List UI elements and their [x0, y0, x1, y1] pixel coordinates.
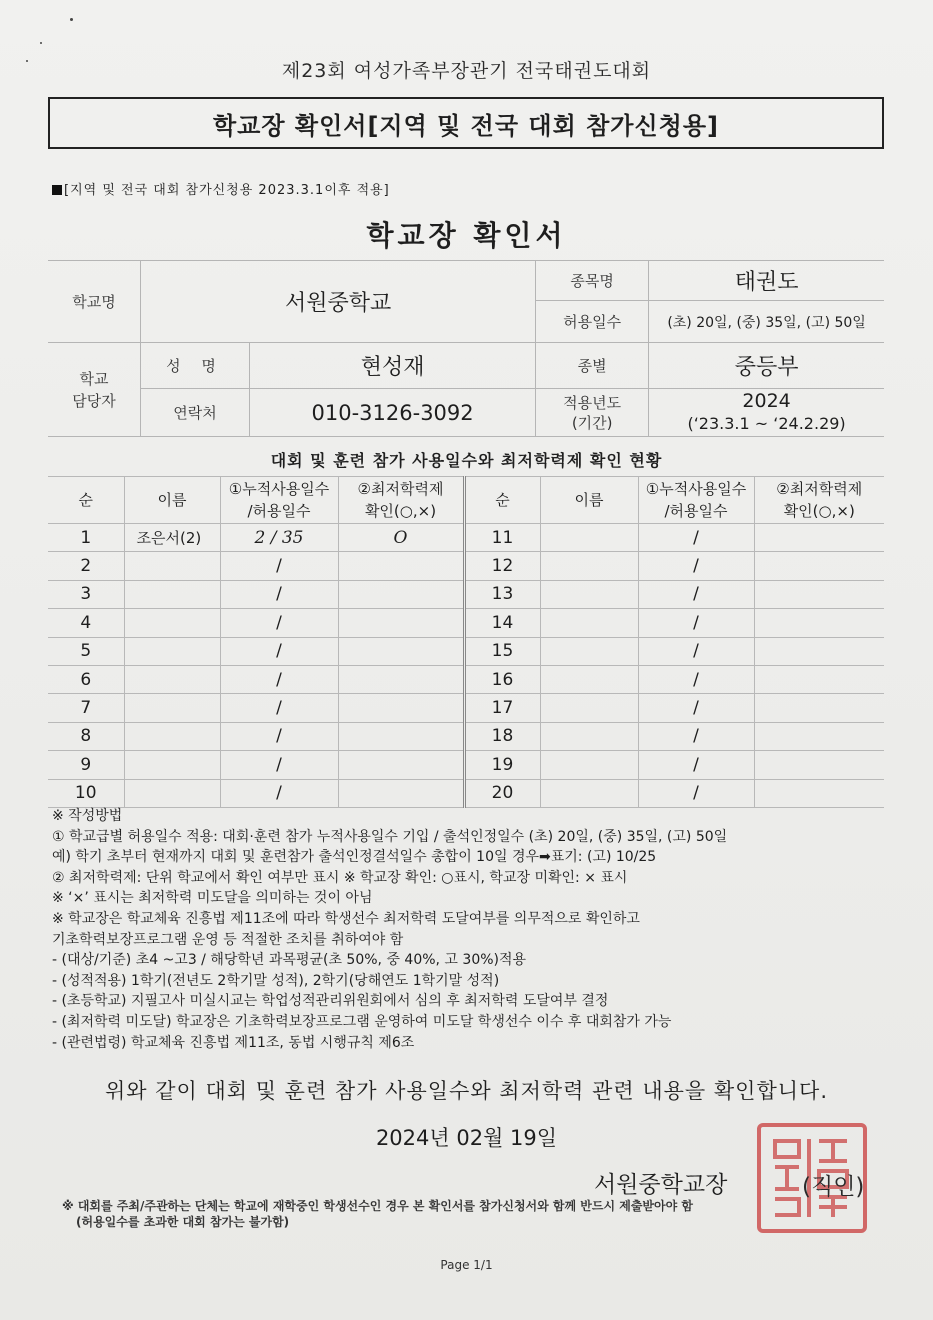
student-name [540, 751, 638, 779]
col-header-no: 순 [464, 477, 540, 524]
col-header-name: 이름 [124, 477, 220, 524]
event-title: 제23회 여성가족부장관기 전국태권도대회 [281, 60, 652, 82]
form-title: 학교장 확인서[지역 및 전국 대회 참가신청용] [212, 111, 720, 140]
school-label: 학교명 [48, 261, 141, 343]
table-row [48, 524, 884, 552]
year-label [536, 389, 649, 437]
min-academic-check [338, 694, 464, 722]
row-number: 6 [48, 665, 124, 693]
instruction-line: ② 최저학력제: 단위 학교에서 확인 여부만 표시 ※ 학교장 확인: ○표시, 학교장 미확인: × 표시 [52, 869, 628, 886]
col-header-days [638, 477, 754, 524]
used-days: / [638, 609, 754, 637]
instruction-line: ※ 학교장은 학교체육 진흥법 제11조에 따라 학생선수 최저학력 도달여부를 의무적으로 확인하고 [52, 910, 640, 927]
row-number: 16 [464, 665, 540, 693]
used-days: / [220, 665, 338, 693]
row-number: 5 [48, 637, 124, 665]
used-days: / [220, 722, 338, 750]
used-days: / [220, 751, 338, 779]
allowed-days-value: (초) 20일, (중) 35일, (고) 50일 [649, 301, 884, 343]
table-row [48, 779, 884, 807]
instruction-line: - (관련법령) 학교체육 진흥법 제11조, 동법 시행규칙 제6조 [52, 1034, 415, 1051]
col-header-days-line1: ①누적사용일수 [228, 480, 330, 498]
table-row [48, 751, 884, 779]
name-label: 성 명 [141, 343, 250, 389]
min-academic-check [754, 637, 884, 665]
student-name [540, 580, 638, 608]
seal-label: (직인) [802, 1174, 865, 1200]
issue-date: 2024년 02월 19일 [375, 1126, 558, 1150]
min-academic-check [754, 779, 884, 807]
min-academic-check [338, 779, 464, 807]
used-days: / [638, 722, 754, 750]
used-days: / [220, 637, 338, 665]
min-academic-check [338, 637, 464, 665]
instruction-line: - (초등학교) 지필고사 미실시교는 학업성적관리위원회에서 심의 후 최저학력 도달여부 결정 [52, 993, 609, 1010]
col-header-min-line2: 확인(○,×) [783, 502, 855, 520]
year-label-line1: 적용년도 [563, 393, 622, 412]
instruction-line: - (성적적용) 1학기(전년도 2학기말 성적), 2학기(당해연도 1학기말 성적) [52, 972, 500, 989]
min-academic-check [754, 609, 884, 637]
row-number: 3 [48, 580, 124, 608]
writing-instructions [52, 806, 882, 1053]
used-days: / [638, 637, 754, 665]
col-header-min [754, 477, 884, 524]
instruction-line: 예) 학기 초부터 현재까지 대회 및 훈련참가 출석인정결석일수 총합이 10일 경우➡표기: (고) 10/25 [52, 849, 657, 866]
table-row [48, 694, 884, 722]
student-name [124, 580, 220, 608]
used-days: 2 / 35 [220, 524, 338, 552]
staff-name-value: 현성재 [250, 343, 536, 389]
student-name [540, 722, 638, 750]
used-days: / [220, 580, 338, 608]
student-name [124, 722, 220, 750]
instruction-line: - (대상/기준) 초4 ~고3 / 해당학년 과목평균(초 50%, 중 40%, 고 30%)적용 [52, 952, 527, 969]
staff-label-line1: 학교 [79, 369, 109, 388]
student-name [124, 779, 220, 807]
participation-table [48, 476, 884, 808]
student-name [540, 637, 638, 665]
sport-label: 종목명 [536, 261, 649, 301]
instruction-line: ※ ‘×’ 표시는 최저학력 미도달을 의미하는 것이 아님 [52, 890, 373, 907]
min-academic-check [754, 580, 884, 608]
row-number: 12 [464, 552, 540, 580]
allowed-days-label: 허용일수 [536, 301, 649, 343]
form-sub-note [52, 179, 390, 198]
min-academic-check [338, 722, 464, 750]
student-name: 조은서(2) [124, 524, 220, 552]
min-academic-check [754, 552, 884, 580]
min-academic-check [754, 524, 884, 552]
division-value: 중등부 [649, 343, 884, 389]
instruction-line: 기초학력보장프로그램 운영 등 적절한 조치를 취하여야 함 [52, 931, 404, 948]
student-name [124, 637, 220, 665]
table-row [48, 609, 884, 637]
min-academic-check [338, 580, 464, 608]
table-row [48, 722, 884, 750]
row-number: 8 [48, 722, 124, 750]
row-number: 19 [464, 751, 540, 779]
row-number: 4 [48, 609, 124, 637]
col-header-min [338, 477, 464, 524]
used-days: / [638, 580, 754, 608]
student-name [540, 665, 638, 693]
col-header-no: 순 [48, 477, 124, 524]
min-academic-check: O [338, 524, 464, 552]
student-name [124, 609, 220, 637]
student-name [124, 665, 220, 693]
instruction-line: - (최저학력 미도달) 학교장은 기초학력보장프로그램 운영하여 미도달 학생선수 이수 후 대회참가 가능 [52, 1013, 672, 1030]
col-header-min-line1: ②최저학력제 [357, 480, 444, 498]
col-header-days-line2: /허용일수 [247, 502, 311, 520]
used-days: / [220, 694, 338, 722]
footer-note-line1: ※ 대회를 주최/주관하는 단체는 학교에 재학중인 학생선수인 경우 본 확인서를 참가신청서와 함께 반드시 제출받아야 함 [62, 1199, 693, 1213]
used-days: / [220, 552, 338, 580]
footer-note [62, 1198, 877, 1230]
col-header-min-line2: 확인(○,×) [364, 502, 437, 520]
footer-note-line2: (허용일수를 초과한 대회 참가는 불가함) [76, 1215, 290, 1229]
used-days: / [638, 524, 754, 552]
min-academic-check [338, 609, 464, 637]
info-table [48, 260, 884, 437]
row-number: 13 [464, 580, 540, 608]
confirm-statement: 위와 같이 대회 및 훈련 참가 사용일수와 최저학력 관련 내용을 확인합니다. [104, 1079, 828, 1103]
table-row [48, 665, 884, 693]
student-name [124, 552, 220, 580]
division-label: 종별 [536, 343, 649, 389]
used-days: / [220, 609, 338, 637]
row-number: 18 [464, 722, 540, 750]
school-value: 서원중학교 [141, 261, 536, 343]
staff-label [48, 343, 141, 437]
row-number: 2 [48, 552, 124, 580]
table-row [48, 552, 884, 580]
col-header-days-line1: ①누적사용일수 [645, 480, 747, 498]
used-days: / [220, 779, 338, 807]
col-header-name: 이름 [540, 477, 638, 524]
used-days: / [638, 779, 754, 807]
table-row [48, 637, 884, 665]
contact-label: 연락처 [141, 389, 250, 437]
col-header-days-line2: /허용일수 [664, 502, 728, 520]
square-bullet-icon [52, 185, 62, 195]
row-number: 15 [464, 637, 540, 665]
document-title: 학교장 확인서 [366, 219, 567, 252]
row-number: 9 [48, 751, 124, 779]
form-title-box [48, 97, 884, 149]
min-academic-check [338, 665, 464, 693]
table-row [48, 580, 884, 608]
year-label-line2: (기간) [571, 413, 613, 432]
min-academic-check [754, 694, 884, 722]
student-name [124, 694, 220, 722]
student-name [540, 694, 638, 722]
principal-name: 서원중학교장 [594, 1172, 728, 1198]
student-name [124, 751, 220, 779]
min-academic-check [754, 751, 884, 779]
instruction-line: ※ 작성방법 [52, 808, 123, 824]
dust-speck [70, 18, 73, 21]
sport-value: 태권도 [649, 261, 884, 301]
student-name [540, 552, 638, 580]
year-period: (‘23.3.1 ~ ‘24.2.29) [687, 414, 846, 433]
min-academic-check [754, 665, 884, 693]
year-value: 2024 [742, 390, 791, 412]
section-title: 대회 및 훈련 참가 사용일수와 최저학력제 확인 현황 [270, 451, 663, 470]
min-academic-check [338, 552, 464, 580]
row-number: 17 [464, 694, 540, 722]
row-number: 14 [464, 609, 540, 637]
student-name [540, 609, 638, 637]
row-number: 11 [464, 524, 540, 552]
instruction-line: ① 학교급별 허용일수 적용: 대회·훈련 참가 누적사용일수 기입 / 출석인정일수 (초) 20일, (중) 35일, (고) 50일 [52, 828, 728, 845]
min-academic-check [338, 751, 464, 779]
student-name [540, 524, 638, 552]
col-header-min-line1: ②최저학력제 [776, 480, 863, 498]
student-name [540, 779, 638, 807]
page-number: Page 1/1 [440, 1258, 493, 1272]
dust-speck [40, 42, 42, 44]
row-number: 20 [464, 779, 540, 807]
sub-note-text: [지역 및 전국 대회 참가신청용 2023.3.1이후 적용] [64, 183, 390, 198]
row-number: 10 [48, 779, 124, 807]
staff-label-line2: 담당자 [72, 391, 116, 410]
year-value-cell [649, 389, 884, 437]
col-header-days [220, 477, 338, 524]
row-number: 7 [48, 694, 124, 722]
row-number: 1 [48, 524, 124, 552]
min-academic-check [754, 722, 884, 750]
used-days: / [638, 694, 754, 722]
used-days: / [638, 751, 754, 779]
used-days: / [638, 665, 754, 693]
contact-value: 010-3126-3092 [250, 389, 536, 437]
used-days: / [638, 552, 754, 580]
